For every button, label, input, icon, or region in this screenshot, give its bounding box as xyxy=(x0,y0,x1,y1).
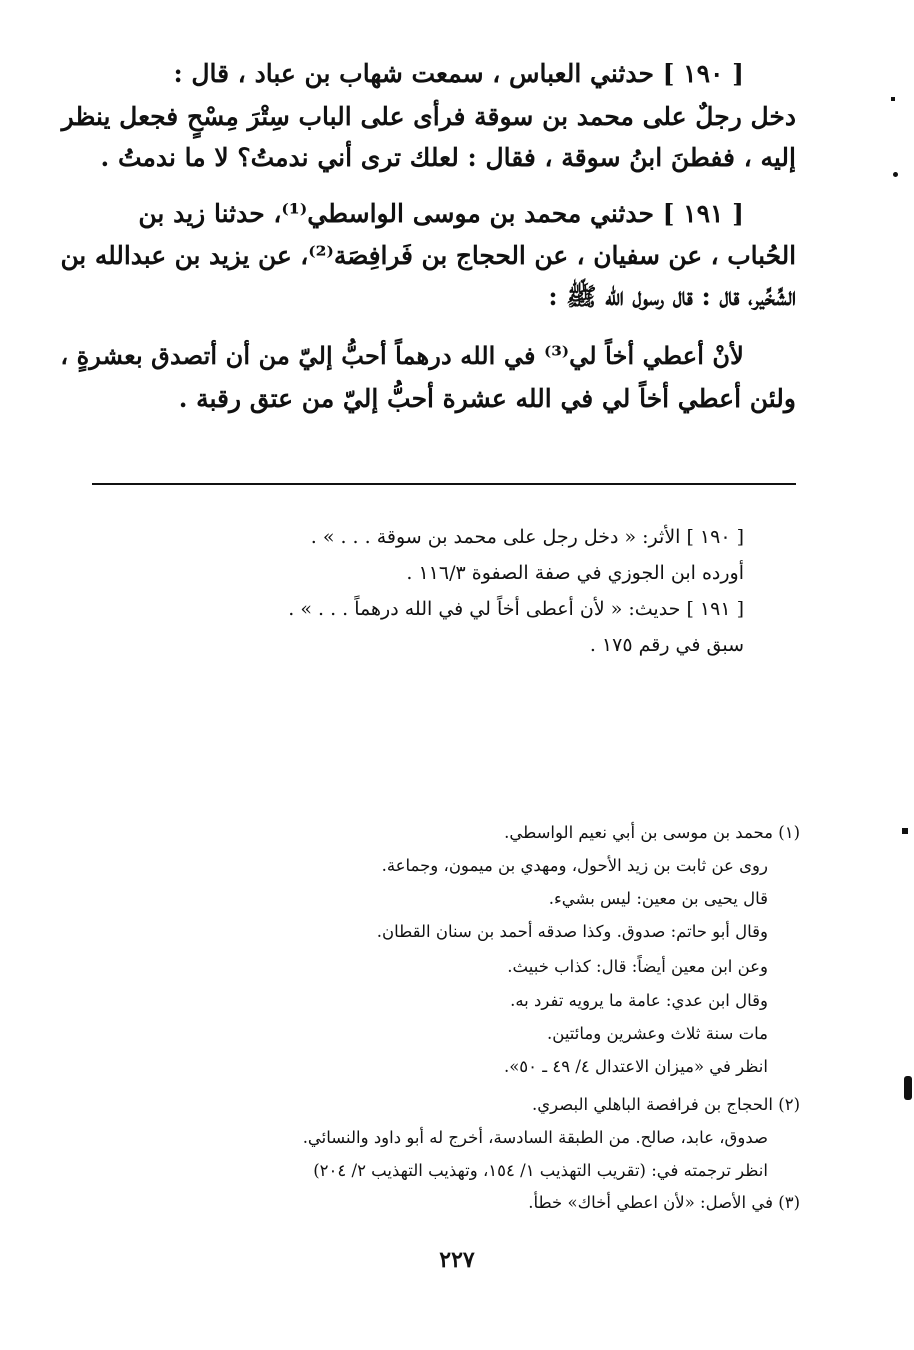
footnote-1-line: انظر في «ميزان الاعتدال ٤/ ٤٩ ـ ٥٠». xyxy=(503,1057,768,1076)
footnote-1-line: وقال ابن عدي: عامة ما يرويه تفرد به. xyxy=(510,991,768,1010)
footnote-1-line: وقال أبو حاتم: صدوق. وكذا صدقه أحمد بن سنان القطان. xyxy=(376,922,768,941)
hadith-191-line-5: ولئن أعطي أخاً لي في الله عشرة أحبُّ إليّ من عتق رقبة . xyxy=(178,384,796,413)
footnote-1-line: مات سنة ثلاث وعشرين ومائتين. xyxy=(547,1024,768,1043)
footnote-1-line: وعن ابن معين أيضاً: قال: كذاب خبيث. xyxy=(507,957,768,976)
hadith-190-line-1: [ ١٩٠ ] حدثني العباس ، سمعت شهاب بن عباد ، قال : xyxy=(173,59,744,88)
page-number: ٢٢٧ xyxy=(439,1247,475,1273)
hadith-191-line-4: لأنْ أعطي أخاً لي⁽³⁾ في الله درهماً أحبُّ إليّ من أن أتصدق بعشرةٍ ، xyxy=(60,341,744,370)
hadith-191-line-2: الحُباب ، عن سفيان ، عن الحجاج بن فَرافِصَة⁽²⁾، عن يزيد بن عبدالله بن xyxy=(60,241,796,270)
hadith-190-line-2: دخل رجلٌ على محمد بن سوقة فرأى على الباب سِتْرَ مِسْحٍ فجعل ينظر xyxy=(61,102,796,131)
footnote-1-head: (١) محمد بن موسى بن أبي نعيم الواسطي. xyxy=(504,823,800,842)
scan-mark xyxy=(891,97,895,101)
note-190-title: [ ١٩٠ ] الأثر: « دخل رجل على محمد بن سوقة . . . » . xyxy=(310,526,744,548)
note-191-source: سبق في رقم ١٧٥ . xyxy=(589,634,744,656)
separator-rule xyxy=(92,483,796,485)
footnote-2-head: (٢) الحجاج بن فرافصة الباهلي البصري. xyxy=(531,1095,800,1114)
footnote-3-head: (٣) في الأصل: «لأن اعطي أخاك» خطأ. xyxy=(528,1193,800,1212)
footnote-1-line: قال يحيى بن معين: ليس بشيء. xyxy=(548,889,768,908)
scan-mark xyxy=(902,828,908,834)
hadith-190-line-3: إليه ، ففطنَ ابنُ سوقة ، فقال : لعلك ترى أني ندمتُ؟ لا ما ندمتُ . xyxy=(100,143,796,172)
footnote-2-line: انظر ترجمته في: (تقريب التهذيب ١/ ١٥٤، وتهذيب التهذيب ٢/ ٢٠٤) xyxy=(313,1161,768,1180)
scan-mark xyxy=(893,172,898,177)
footnote-2-line: صدوق، عابد، صالح. من الطبقة السادسة، أخرج له أبو داود والنسائي. xyxy=(302,1128,768,1147)
hadith-191-line-3: الشِّخِّير، قال : قال رسول الله ﷺ : xyxy=(548,282,796,311)
hadith-191-line-1: [ ١٩١ ] حدثني محمد بن موسى الواسطي⁽¹⁾، حدثنا زيد بن xyxy=(138,199,744,228)
note-191-title: [ ١٩١ ] حديث: « لأن أعطى أخاً لي في الله درهماً . . . » . xyxy=(288,598,744,620)
scan-mark xyxy=(904,1076,912,1100)
note-190-source: أورده ابن الجوزي في صفة الصفوة ١١٦/٣ . xyxy=(406,562,744,584)
footnote-1-line: روى عن ثابت بن زيد الأحول، ومهدي بن ميمون، وجماعة. xyxy=(381,856,768,875)
